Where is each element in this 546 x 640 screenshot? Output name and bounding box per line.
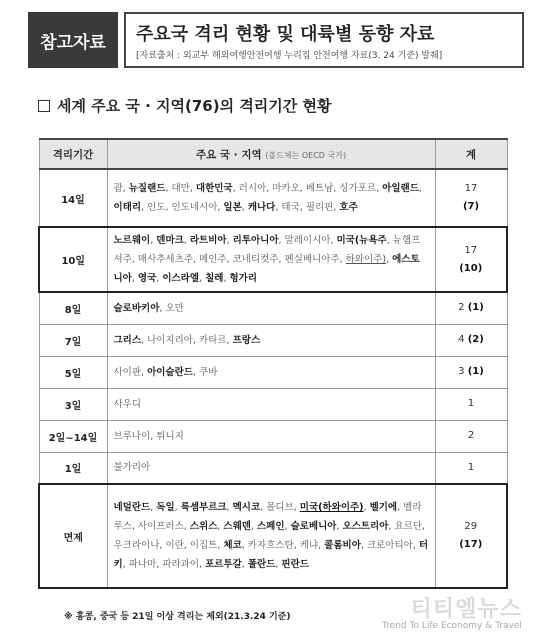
country-separator: , (241, 202, 248, 213)
country-name: 인도네시아 (171, 202, 218, 213)
row-countries (107, 356, 435, 388)
row-period: 14일 (39, 169, 107, 227)
country-name: 오만 (165, 302, 184, 314)
country-separator: , (199, 273, 206, 284)
country-name: 덴마크 (156, 235, 184, 246)
table-row (39, 356, 507, 388)
country-separator: , (386, 235, 393, 246)
row-total-count: 17 (464, 244, 478, 256)
country-separator: , (192, 366, 200, 378)
row-countries (107, 420, 435, 452)
header-countries-label: 주요 국 · 지역 (195, 148, 262, 161)
row-total-count: 4 (458, 334, 465, 345)
country-separator: , (293, 540, 300, 551)
country-name: 태국 (281, 202, 300, 213)
row-oecd-count: (10) (459, 262, 483, 274)
country-name: 대한민국 (195, 183, 233, 194)
country-name: 아이슬란드 (147, 366, 193, 378)
country-separator: , (241, 559, 248, 570)
country-name: 에스토니아 (113, 254, 420, 284)
country-separator: , (397, 502, 404, 513)
country-separator: , (284, 521, 291, 532)
country-name: 크로아티아 (366, 540, 413, 551)
country-separator: , (159, 302, 166, 314)
document-title: 주요국 격리 현황 및 대륙별 동향 자료 (136, 24, 435, 45)
country-separator: , (412, 540, 419, 551)
country-separator: , (360, 540, 367, 551)
country-name: 싱가포르 (339, 183, 377, 194)
row-total (435, 324, 507, 356)
country-separator: , (156, 273, 163, 284)
country-separator: , (293, 502, 300, 513)
country-separator: , (386, 254, 393, 265)
country-separator: , (376, 183, 383, 194)
row-total (435, 292, 507, 324)
country-name: 룩셈부르크 (180, 502, 227, 513)
country-separator: , (318, 540, 325, 551)
country-separator: , (141, 334, 148, 346)
table-row (39, 169, 507, 227)
country-name: 슬로베니아 (290, 521, 337, 532)
country-name: 베트남 (305, 183, 334, 194)
reference-badge: 참고자료 (28, 12, 118, 68)
row-period: 3일 (39, 388, 107, 420)
country-separator: , (217, 540, 224, 551)
country-separator: , (333, 183, 340, 194)
country-name: 대만 (171, 183, 190, 194)
country-name: 파나마 (128, 559, 157, 570)
country-name: 호주 (339, 202, 358, 213)
country-separator: , (226, 254, 233, 265)
country-name: 그리스 (113, 334, 142, 346)
country-separator: , (223, 273, 230, 284)
country-name: 프랑스 (232, 334, 261, 346)
country-separator: , (141, 202, 148, 213)
country-name: 펜실베니아주 (284, 254, 340, 265)
country-separator: , (226, 334, 233, 346)
country-name: 불가리아 (113, 462, 151, 474)
row-countries (107, 388, 435, 420)
country-name: 미국(하와이주) (299, 502, 364, 513)
country-separator: , (150, 502, 157, 513)
country-name: 칠레 (205, 273, 224, 284)
country-name: 스페인 (257, 521, 285, 532)
watermark-logo (382, 592, 522, 631)
country-name: 폴란드 (247, 559, 276, 570)
country-name: 이란 (165, 540, 184, 551)
country-name: 나이지리아 (147, 334, 193, 346)
table-row (39, 420, 507, 452)
country-name: 튀니지 (156, 430, 184, 442)
country-name: 포르투갈 (205, 559, 242, 570)
country-name: 마카오 (272, 183, 300, 194)
country-name: 노르웨이 (113, 235, 151, 246)
row-period: 7일 (39, 324, 107, 356)
country-separator: , (122, 183, 129, 194)
country-name: 벨라루스 (113, 502, 422, 532)
country-name: 요르단 (394, 521, 422, 532)
row-total (435, 356, 507, 388)
country-name: 미국(뉴욕주 (336, 235, 387, 246)
country-separator: , (266, 183, 273, 194)
country-separator: , (183, 235, 190, 246)
country-name: 체코 (223, 540, 242, 551)
row-period: 2일~14일 (39, 420, 107, 452)
country-name: 터키 (113, 540, 429, 570)
country-separator: , (183, 521, 190, 532)
country-name: 캐나다 (247, 202, 276, 213)
country-name: 카타르 (199, 334, 227, 346)
quarantine-table (38, 138, 508, 589)
country-name: 스위스 (189, 521, 218, 532)
header-countries (107, 139, 435, 169)
country-separator: , (226, 235, 233, 246)
country-separator: , (241, 540, 248, 551)
country-name: 리투아니아 (232, 235, 279, 246)
country-name: 이집트 (189, 540, 218, 551)
section-heading (38, 95, 331, 116)
country-name: 뉴질랜드 (128, 183, 166, 194)
country-name: 독일 (156, 502, 175, 513)
row-countries (107, 227, 435, 292)
country-name: 쿠바 (199, 366, 218, 378)
country-name: 이태리 (113, 202, 142, 213)
country-name: 라트비아 (189, 235, 227, 246)
country-separator: , (141, 366, 148, 378)
country-name: 케냐 (299, 540, 319, 551)
country-name: 하와이주) (345, 254, 387, 265)
row-oecd-count: (1) (467, 302, 484, 314)
document-header (28, 12, 524, 68)
row-period: 10일 (39, 227, 107, 292)
country-name: 코네티컷주 (232, 254, 279, 265)
country-name: 슬로바키아 (113, 302, 160, 314)
section-title: 세계 주요 국 · 지역(76)의 격리기간 현황 (57, 97, 332, 115)
footnote: ※ 홍콩, 중국 등 21일 이상 격리는 제외(21.3.24 기준) (64, 612, 291, 622)
table-row (39, 484, 507, 588)
country-separator: , (150, 430, 157, 442)
country-name: 네덜란드 (113, 502, 151, 513)
row-oecd-count: (2) (467, 334, 484, 345)
table-row (39, 324, 507, 356)
country-name: 영국 (137, 273, 157, 284)
row-oecd-count: (7) (462, 201, 480, 212)
country-separator: , (232, 183, 239, 194)
table-body (39, 169, 507, 588)
country-separator: , (174, 502, 181, 513)
country-name: 헝가리 (229, 273, 258, 284)
row-total (435, 227, 507, 292)
square-bullet-icon (38, 100, 50, 112)
country-name: 벨기에 (369, 502, 398, 513)
row-total (435, 420, 507, 452)
country-name: 우크라이나 (113, 540, 160, 551)
country-name: 스웨덴 (223, 521, 251, 532)
header-total: 계 (435, 139, 507, 169)
country-name: 매사추세츠주 (137, 254, 193, 265)
row-period: 5일 (39, 356, 107, 388)
row-oecd-count: (17) (459, 539, 483, 550)
row-countries (107, 324, 435, 356)
row-total (435, 169, 507, 227)
country-separator: , (192, 254, 200, 265)
row-oecd-count: (1) (467, 366, 484, 377)
country-separator: , (217, 521, 224, 532)
country-separator: , (150, 235, 157, 246)
country-separator: , (131, 521, 138, 532)
country-separator: , (418, 183, 422, 194)
watermark-tagline: Trend To Life Economy & Travel (382, 621, 522, 631)
header-period: 격리기간 (39, 139, 107, 169)
country-separator: , (299, 202, 306, 213)
country-name: 카자흐스탄 (247, 540, 294, 551)
row-total-count: 1 (467, 461, 475, 473)
country-separator: , (333, 202, 340, 213)
country-name: 말레이시아 (284, 235, 331, 246)
country-name: 사이판 (113, 366, 142, 378)
country-separator: , (275, 559, 282, 570)
row-countries (107, 169, 435, 227)
country-name: 필리핀 (305, 202, 334, 213)
country-separator: , (421, 521, 426, 532)
table-row (39, 227, 507, 292)
row-total-count: 2 (458, 302, 465, 314)
country-separator: , (275, 202, 282, 213)
country-name: 파라과이 (162, 559, 200, 570)
country-name: 사우디 (113, 398, 142, 410)
row-period: 8일 (39, 292, 107, 324)
country-name: 핀란드 (281, 559, 309, 570)
table-header-row (39, 139, 507, 169)
country-name: 사이프러스 (137, 521, 184, 532)
table-row (39, 292, 507, 324)
row-countries (107, 292, 435, 324)
row-countries (107, 452, 435, 484)
row-period: 면제 (39, 484, 107, 588)
country-separator: , (260, 502, 267, 513)
row-total-count: 17 (464, 183, 478, 194)
country-name: 괌 (113, 183, 123, 194)
country-name: 콜롬비아 (324, 540, 361, 551)
row-total (435, 388, 507, 420)
row-total (435, 452, 507, 484)
watermark-brand: 티티엘뉴스 (410, 597, 522, 622)
country-separator: , (199, 559, 206, 570)
table-row (39, 388, 507, 420)
country-name: 아일랜드 (382, 183, 419, 194)
header-oecd-note: (볼드체는 OECD 국가) (265, 150, 347, 160)
country-separator: , (330, 235, 337, 246)
table-row (39, 452, 507, 484)
country-name: 일본 (223, 202, 242, 213)
country-separator: , (192, 334, 200, 346)
title-box (124, 12, 524, 68)
row-total-count: 1 (467, 398, 475, 409)
country-separator: , (339, 254, 346, 265)
country-name: 멕시코 (232, 502, 261, 513)
country-separator: , (131, 273, 138, 284)
country-separator: , (165, 202, 172, 213)
country-separator: , (278, 235, 285, 246)
country-separator: , (363, 502, 370, 513)
country-separator: , (217, 202, 224, 213)
row-total-count: 2 (467, 430, 475, 441)
country-separator: , (226, 502, 233, 513)
source-note: [자료출처 : 외교부 해외여행안전여행 누리집 안전여행 자료(3. 24 기준) 발췌] (136, 51, 443, 61)
country-separator: , (156, 559, 163, 570)
country-name: 러시아 (238, 183, 267, 194)
country-separator: , (159, 540, 166, 551)
row-total-count: 29 (464, 521, 478, 532)
row-total (435, 484, 507, 588)
country-name: 인도 (147, 202, 166, 213)
country-separator: , (336, 521, 343, 532)
country-separator: , (165, 183, 172, 194)
country-name: 이스라엘 (162, 273, 200, 284)
country-name: 메인주 (199, 254, 227, 265)
row-period: 1일 (39, 452, 107, 484)
country-separator: , (122, 559, 129, 570)
country-separator: , (250, 521, 257, 532)
country-name: 브루나이 (113, 430, 151, 442)
country-separator: , (131, 254, 138, 265)
country-separator: , (189, 183, 196, 194)
row-total-count: 3 (458, 366, 465, 377)
country-separator: , (299, 183, 306, 194)
country-separator: , (278, 254, 285, 265)
country-separator: , (388, 521, 395, 532)
row-countries (107, 484, 435, 588)
country-name: 오스트리아 (342, 521, 389, 532)
country-name: 몰디브 (266, 502, 294, 513)
country-separator: , (183, 540, 190, 551)
country-name: 뉴햄프셔주 (113, 235, 421, 265)
